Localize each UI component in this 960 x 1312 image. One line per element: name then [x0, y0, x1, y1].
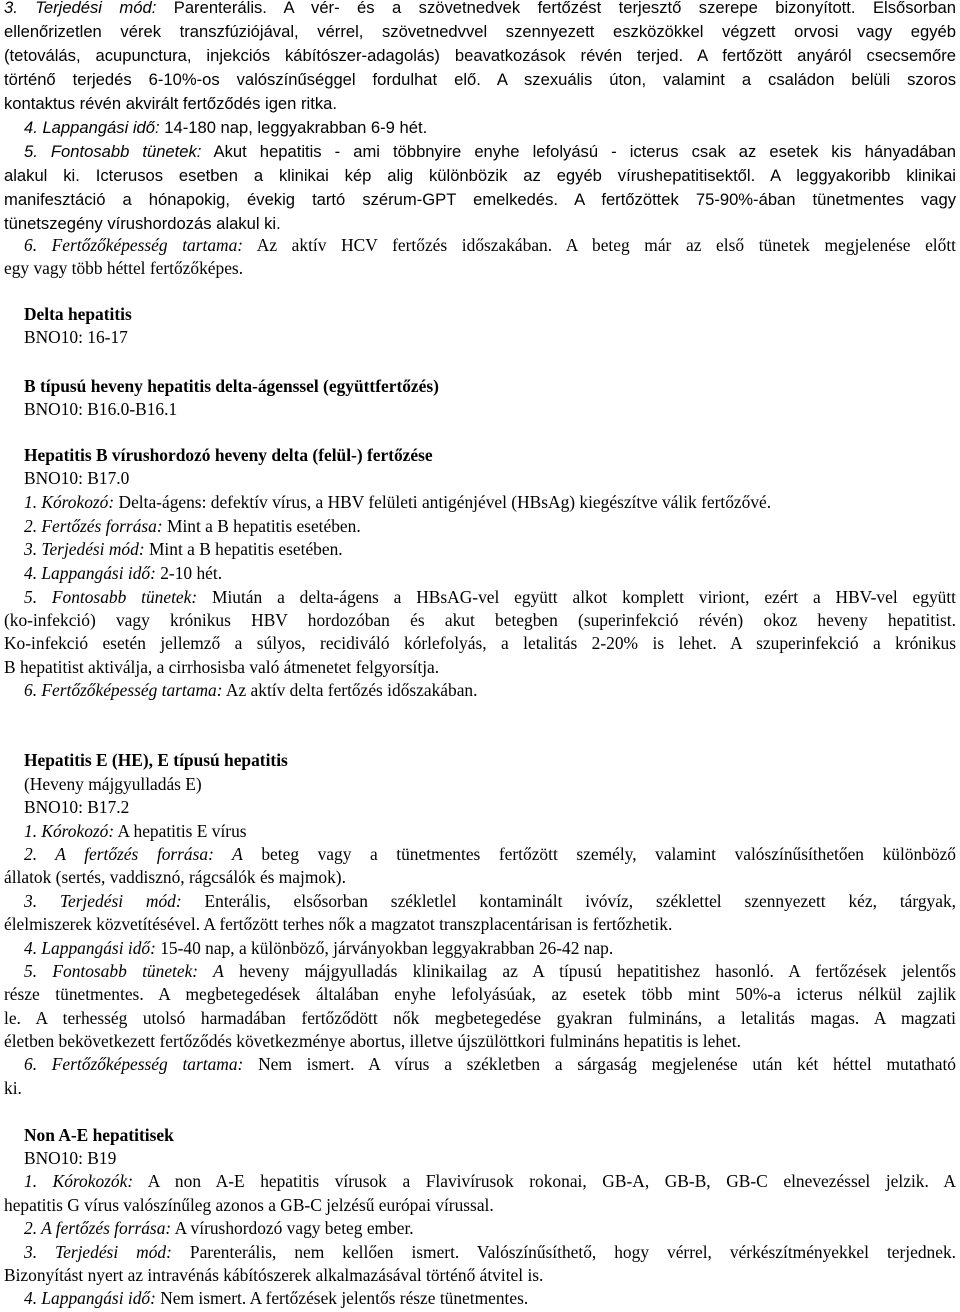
hcv-item3-line1: 3. Terjedési mód: Parenterális. A vér- és a szövetnedvek fertőzést terjesztő szerepe bizonyított. Elsősorban: [4, 0, 956, 17]
hev-item3-line2: élelmiszerek közvetítésével. A fertőzött terhes nők a magzatot transzplacentárisan is fertőzhetik.: [4, 914, 673, 934]
hev-item5-line4: életben bekövetkezett fertőződés következménye abortus, illetve újszülöttkori fulmináns hepatitis is lehet.: [4, 1031, 741, 1051]
delta-item6: 6. Fertőzőképesség tartama: Az aktív delta fertőzés időszakában.: [24, 680, 478, 700]
nonae-bno: BNO10: B19: [24, 1148, 117, 1168]
delta-sub2-bno: BNO10: B17.0: [24, 468, 130, 488]
hev-item5-line2: része tünetmentes. A megbetegedések általában enyhe lefolyásúak, az esetek több mint 50%-a icterus nélkül zajlik: [4, 984, 956, 1004]
hcv-item5-line1: 5. Fontosabb tünetek: Akut hepatitis - ami többnyire enyhe lefolyású - icterus csak az esetek kis hányadában: [24, 142, 956, 161]
hev-item2-line1: 2. A fertőzés forrása: A beteg vagy a tünetmentes fertőzött személy, valamint valószínűsíthetően különböző: [24, 844, 956, 864]
hcv-item3-line4: történő terjedés 6-10%-os valószínűséggel fordulhat elő. A szexuális úton, valamint a családon belüli szoros: [4, 70, 956, 89]
hev-subtitle: (Heveny májgyulladás E): [24, 774, 202, 794]
delta-item1: 1. Kórokozó: Delta-ágens: defektív vírus, a HBV felületi antigénjével (HBsAg) kiegészítve válik fertőzővé.: [24, 492, 772, 512]
delta-item2: 2. Fertőzés forrása: Mint a B hepatitis esetében.: [24, 516, 361, 536]
hev-item3-line1: 3. Terjedési mód: Enterális, elsősorban székletlel kontaminált ivóvíz, széklettel szennyezett kéz, tárgyak,: [24, 891, 957, 911]
hcv-item6-line2: egy vagy több héttel fertőzőképes.: [4, 258, 244, 278]
hev-item4: 4. Lappangási idő: 15-40 nap, a különböző, járványokban leggyakrabban 26-42 nap.: [24, 938, 614, 958]
delta-sub2-title: Hepatitis B vírushordozó heveny delta (felül-) fertőzése: [24, 445, 433, 465]
nonae-title: Non A-E hepatitisek: [24, 1125, 174, 1145]
hcv-item6-line1: 6. Fertőzőképesség tartama: Az aktív HCV fertőzés időszakában. A beteg már az első tünetek megjelenése előtt: [24, 235, 957, 255]
hcv-item5-line3: manifesztáció a hónapokig, évekig tartó szérum-GPT emelkedés. A fertőzöttek 75-90%-ában tünetmentes vagy: [4, 190, 956, 209]
hev-title: Hepatitis E (HE), E típusú hepatitis: [24, 750, 288, 770]
nonae-item3-line2: Bizonyítást nyert az intravénás kábítószerek alkalmazásával történő átvitel is.: [4, 1265, 544, 1285]
nonae-item1-line1: 1. Kórokozók: A non A-E hepatitis vírusok a Flavivírusok rokonai, GB-A, GB-B, GB-C elnevezéssel jelzik. A: [24, 1171, 956, 1191]
hev-bno: BNO10: B17.2: [24, 797, 130, 817]
hcv-item5-line2: alakul ki. Icterusos esetben a klinikai kép alig különbözik az egyéb vírushepatitisektől. A leggyakoribb klinikai: [4, 166, 956, 185]
hev-item2-line2: állatok (sertés, vaddisznó, rágcsálók és majmok).: [4, 867, 346, 887]
delta-item4: 4. Lappangási idő: 2-10 hét.: [24, 563, 223, 583]
delta-item5-line1: 5. Fontosabb tünetek: Miután a delta-ágens a HBsAG-vel együtt alkot komplett viriont, ezért a HBV-vel együtt: [24, 587, 956, 607]
hcv-item3-line2: ellenőrizetlen vérek transzfúziójával, vérrel, szövetnedvvel szennyezett eszközökkel végzett orvosi vagy egyéb: [4, 22, 956, 41]
delta-item5-line3: Ko-infekció esetén jellemző a súlyos, recidiváló kórlefolyás, a letalitás 2-20% is lehet. A szuperinfekció a krónikus: [4, 633, 956, 653]
delta-title: Delta hepatitis: [24, 304, 132, 324]
hcv-item5-line4: tünetszegény vírushordozás alakul ki.: [4, 214, 281, 233]
delta-item5-line2: (ko-infekció) vagy krónikus HBV hordozóban és akut betegben (superinfekció révén) okoz heveny hepatitist.: [4, 610, 956, 630]
hev-item1: 1. Kórokozó: A hepatitis E vírus: [24, 821, 247, 841]
nonae-item1-line2: hepatitis G vírus valószínűleg azonos a GB-C jelzésű európai vírussal.: [4, 1195, 494, 1215]
delta-sub1-title: B típusú heveny hepatitis delta-ágenssel (együttfertőzés): [24, 376, 439, 396]
delta-item3: 3. Terjedési mód: Mint a B hepatitis esetében.: [24, 539, 343, 559]
hev-item6-line1: 6. Fertőzőképesség tartama: Nem ismert. A vírus a székletben a sárgaság megjelenése után két héttel mutatható: [24, 1054, 956, 1074]
nonae-item4: 4. Lappangási idő: Nem ismert. A fertőzések jelentős része tünetmentes.: [24, 1288, 529, 1308]
delta-bno: BNO10: 16-17: [24, 327, 128, 347]
delta-sub1-bno: BNO10: B16.0-B16.1: [24, 399, 178, 419]
hev-item6-line2: ki.: [4, 1078, 22, 1098]
nonae-item3-line1: 3. Terjedési mód: Parenterális, nem kellően ismert. Valószínűsíthető, hogy vérrel, vérkészítményekkel terjednek.: [24, 1242, 956, 1262]
hcv-item3-label: 3. Terjedési mód:: [4, 0, 157, 17]
hcv-item4: 4. Lappangási idő: 14-180 nap, leggyakrabban 6-9 hét.: [24, 118, 428, 137]
hev-item5-line1: 5. Fontosabb tünetek: A heveny májgyulladás klinikailag az A típusú hepatitishez hasonló. A fertőzések jelentős: [24, 961, 956, 981]
delta-item5-line4: B hepatitist aktiválja, a cirrhosisba való átmenetet felgyorsítja.: [4, 657, 440, 677]
hcv-item3-line5: kontaktus révén akvirált fertőződés igen ritka.: [4, 94, 337, 113]
hev-item5-line3: le. A terhesség utolsó harmadában fertőződött nők megbetegedése gyakran fulmináns, a letalitás magas. A magzati: [4, 1008, 956, 1028]
nonae-item2: 2. A fertőzés forrása: A vírushordozó vagy beteg ember.: [24, 1218, 414, 1238]
hcv-item3-line3: (tetoválás, acupunctura, injekciós kábítószer-adagolás) beavatkozások révén terjed. A fertőzött anyáról csecsemőre: [4, 46, 956, 65]
